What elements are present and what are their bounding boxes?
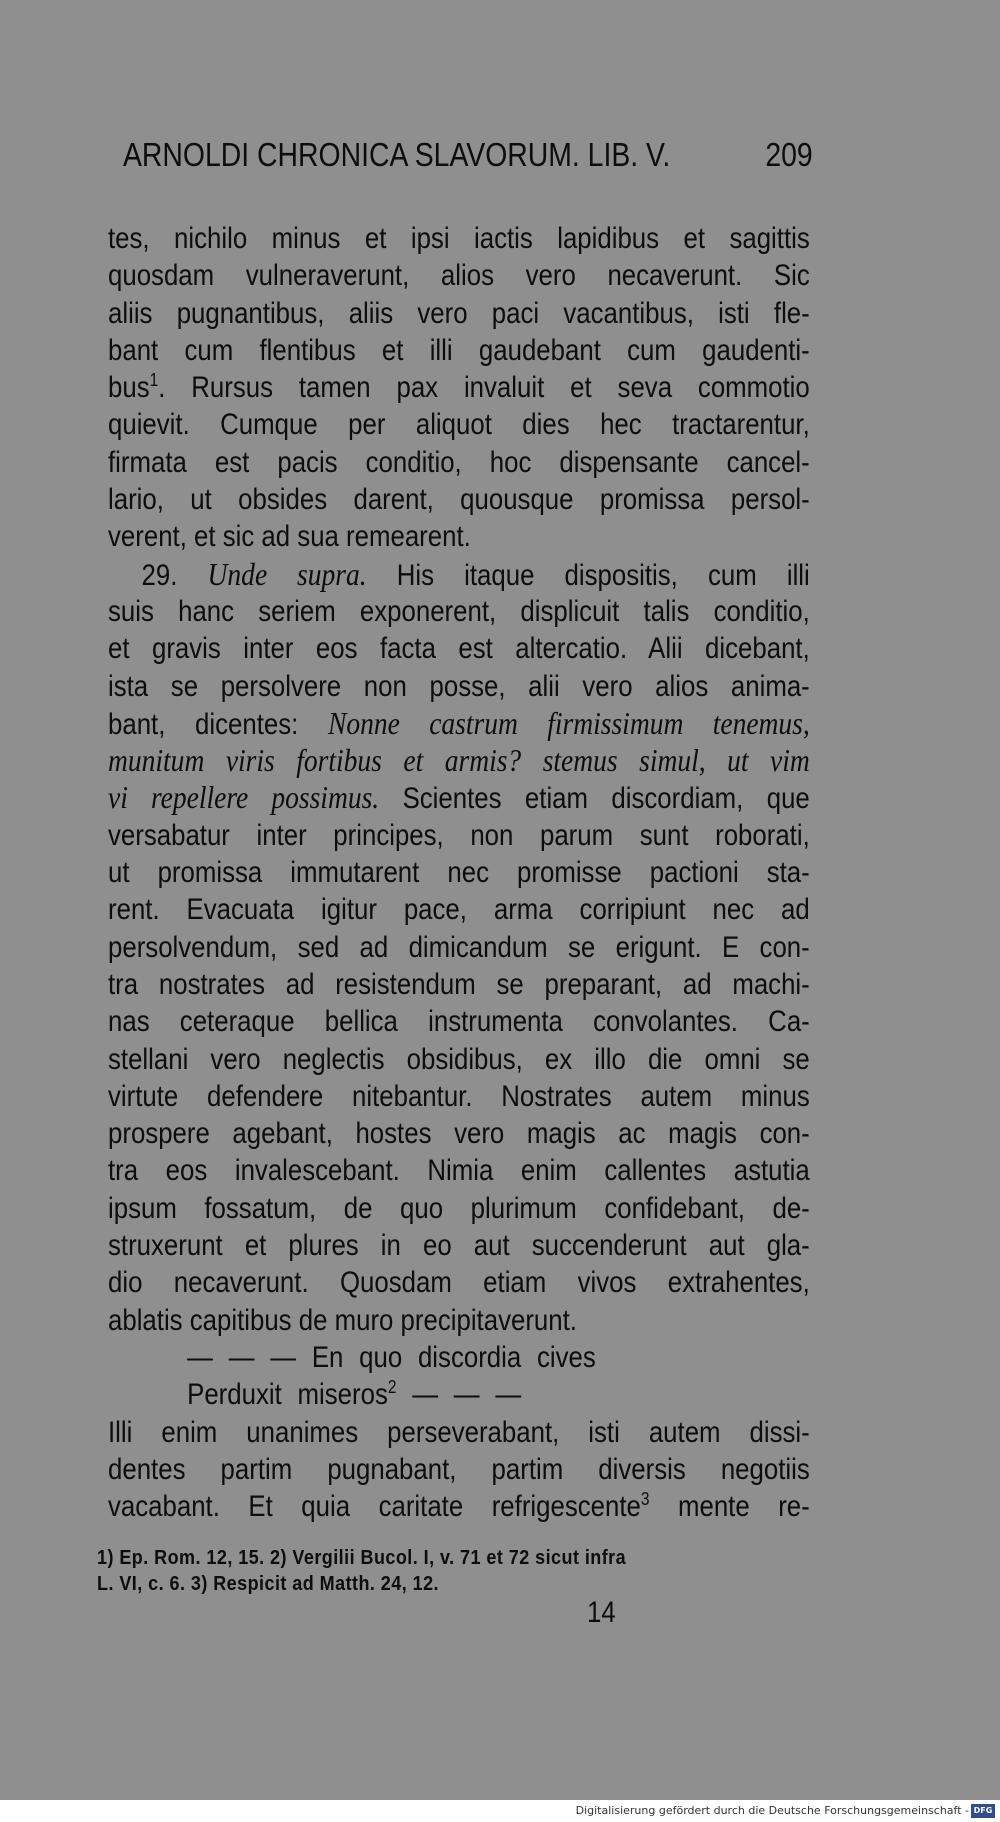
text-run: quievit. Cumque per aliquot dies hec tractarentur, [108, 408, 810, 442]
text-line [108, 1488, 810, 1525]
footnote-ref: 1 [149, 370, 159, 391]
text-run: Scientes etiam discordiam, que [379, 782, 810, 816]
text-run: virtute defendere nitebantur. Nostrates autem minus [108, 1079, 810, 1113]
footnotes [97, 1545, 817, 1597]
text-run: mente re- [649, 1490, 810, 1524]
text-line [108, 1451, 810, 1488]
text-line [108, 705, 810, 742]
text-line [108, 817, 810, 854]
text-line [108, 295, 810, 332]
running-head-title: ARNOLDI CHRONICA SLAVORUM. LIB. V. [123, 136, 671, 173]
text-line [108, 220, 810, 257]
page-number: 209 [765, 136, 813, 173]
text-run: struxerunt et plures in eo aut succenderunt aut gla- [108, 1229, 810, 1263]
text-run: dio necaverunt. Quosdam etiam vivos extrahentes, [108, 1266, 810, 1300]
text-line [108, 779, 810, 816]
signature-mark: 14 [587, 1596, 616, 1629]
text-run: 29. [141, 558, 208, 592]
text-run: versabatur inter principes, non parum sunt roborati, [108, 818, 810, 852]
text-line [108, 668, 810, 705]
text-run: — — — En quo discordia cives [187, 1340, 596, 1374]
footnote-ref: 2 [387, 1377, 397, 1398]
text-run: tra eos invalescebant. Nimia enim callentes astutia [108, 1154, 810, 1188]
text-line [108, 481, 810, 518]
text-run: prospere agebant, hostes vero magis ac magis con- [108, 1117, 810, 1151]
text-run: et gravis inter eos facta est altercatio. Alii dicebant, [108, 632, 810, 666]
text-line [108, 518, 810, 555]
text-run: verent, et sic ad sua remearent. [108, 520, 471, 554]
text-line [108, 1302, 810, 1339]
text-run: — — — [396, 1378, 522, 1412]
text-run: bant cum flentibus et illi gaudebant cum gaudenti- [108, 333, 810, 367]
italic-text: vi repellere possimus. [108, 779, 380, 816]
text-line [108, 1227, 810, 1264]
text-line [108, 406, 810, 443]
italic-text: Nonne castrum firmissimum tenemus, [327, 704, 810, 741]
dfg-logo: DFG [971, 1804, 995, 1818]
text-run: ista se persolvere non posse, alii vero alios anima- [108, 669, 810, 703]
text-line [108, 444, 810, 481]
text-line [108, 593, 810, 630]
text-run: tra nostrates ad resistendum se preparant, ad machi- [108, 967, 810, 1001]
text-line [108, 1115, 810, 1152]
footnote-line: 1) Ep. Rom. 12, 15. 2) Vergilii Bucol. I, v. 71 et 72 sicut infra [97, 1547, 627, 1569]
text-run: suis hanc seriem exponerent, displicuit talis conditio, [108, 594, 810, 628]
text-run: ipsum fossatum, de quo plurimum confidebant, de- [108, 1191, 810, 1225]
text-run: stellani vero neglectis obsidibus, ex illo die omni se [108, 1042, 810, 1076]
text-run: aliis pugnantibus, aliis vero paci vacantibus, isti fle- [108, 296, 810, 330]
body-text [108, 220, 810, 1525]
text-run: nas ceteraque bellica instrumenta convolantes. Ca- [108, 1005, 810, 1039]
text-run: His itaque dispositis, cum illi [366, 558, 810, 592]
text-line [108, 742, 810, 779]
text-run: bant, dicentes: [108, 707, 328, 741]
footnote-ref: 3 [640, 1489, 650, 1510]
text-run: tes, nichilo minus et ipsi iactis lapidibus et sagittis [108, 222, 810, 255]
text-run: ut promissa immutarent nec promisse pactioni sta- [108, 856, 810, 890]
text-run: dentes partim pugnabant, partim diversis negotiis [108, 1452, 810, 1486]
text-line [108, 1078, 810, 1115]
text-run: . Rursus tamen pax invaluit et seva commotio [158, 371, 810, 405]
text-line [108, 332, 810, 369]
text-line [108, 257, 810, 294]
text-run: quosdam vulneraverunt, alios vero necaverunt. Sic [108, 259, 810, 293]
italic-text: Unde supra. [207, 555, 367, 592]
text-line [108, 929, 810, 966]
text-run: vacabant. Et quia caritate refrigescente [108, 1490, 641, 1524]
italic-text: munitum viris fortibus et armis? stemus simul, ut vim [108, 742, 810, 779]
text-line [108, 1264, 810, 1301]
text-line [108, 854, 810, 891]
digitization-credit: Digitalisierung gefördert durch die Deutsche Forschungsgemeinschaft - [575, 1804, 969, 1817]
text-line [108, 966, 810, 1003]
text-line [108, 1414, 810, 1451]
text-run: rent. Evacuata igitur pace, arma corripiunt nec ad [108, 893, 810, 927]
text-line [108, 1190, 810, 1227]
text-line [108, 1003, 810, 1040]
footnote-line: L. VI, c. 6. 3) Respicit ad Matth. 24, 12. [97, 1573, 440, 1595]
text-line [108, 1376, 810, 1413]
text-line [108, 1339, 810, 1376]
text-line [108, 891, 810, 928]
text-run: Illi enim unanimes perseverabant, isti autem dissi- [108, 1415, 810, 1449]
text-run: persolvendum, sed ad dimicandum se erigunt. E con- [108, 930, 810, 964]
text-line [108, 556, 810, 593]
text-line [108, 1041, 810, 1078]
text-line [108, 369, 810, 406]
text-run: Perduxit miseros [187, 1378, 388, 1412]
text-line [108, 630, 810, 667]
text-run: firmata est pacis conditio, hoc dispensante cancel- [108, 445, 810, 479]
text-run: bus [108, 371, 150, 405]
text-run: lario, ut obsides darent, quousque promissa persol- [108, 483, 810, 517]
text-run: ablatis capitibus de muro precipitaverunt. [108, 1303, 577, 1337]
text-line [108, 1152, 810, 1189]
running-head [123, 136, 813, 184]
